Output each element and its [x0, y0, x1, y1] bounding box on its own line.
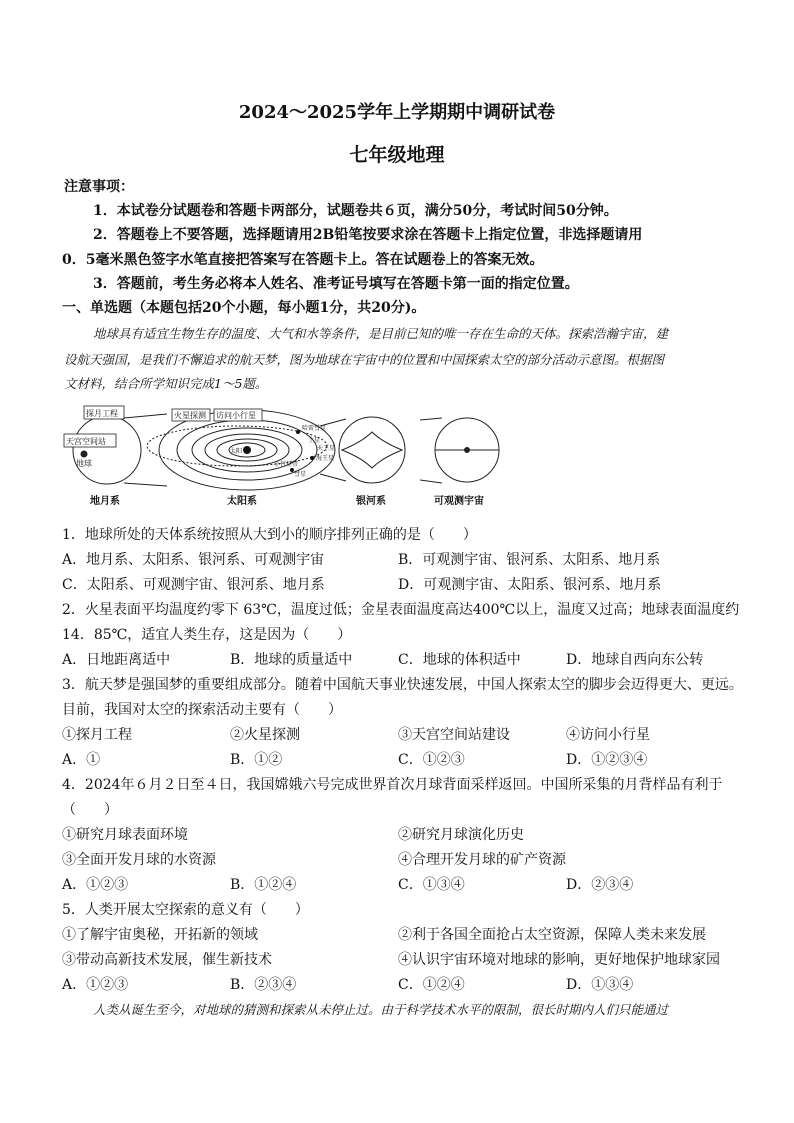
q3-stem-2: 目前，我国对太空的探索活动主要有（ ）: [62, 702, 342, 718]
q4-option-c[interactable]: C．①③④: [398, 877, 465, 893]
q5-item-1: ①了解宇宙奥秘，开拓新的领域: [62, 927, 258, 943]
q2-stem-2: 14．85℃，适宜人类生存，这是因为（ ）: [62, 627, 352, 643]
notice-item-3: 3．答题前，考生务必将本人姓名、准考证号填写在答题卡第一面的指定位置。: [93, 276, 579, 292]
q1-option-b[interactable]: B．可观测宇宙、银河系、太阳系、地月系: [398, 552, 661, 568]
q2-option-a[interactable]: A．日地距离适中: [62, 652, 171, 668]
section-heading: 一、单选题（本题包括20个小题，每小题1分，共20分)。: [62, 300, 426, 316]
q3-option-c[interactable]: C．①②③: [398, 752, 465, 768]
earth-dot: [81, 451, 87, 457]
passage-line-2: 设航天强国，是我们不懈追求的航天梦，图为地球在宇宙中的位置和中国探索太空的部分活动示意图。根据图: [64, 352, 665, 367]
galaxy-circle: [339, 417, 405, 483]
q2-option-b[interactable]: B．地球的质量适中: [230, 652, 353, 668]
q1-option-a[interactable]: A．地月系、太阳系、银河系、可观测宇宙: [62, 552, 325, 568]
q1-stem: 1．地球所处的天体系统按照从大到小的顺序排列正确的是（ ）: [62, 527, 477, 543]
notice-item-2b: 0．5毫米黑色签字水笔直接把答案写在答题卡上。答在试题卷上的答案无效。: [62, 252, 544, 268]
q3-option-b[interactable]: B．①②: [230, 752, 283, 768]
notice-item-1: 1．本试卷分试题卷和答题卡两部分，试题卷共６页，满分50分，考试时间50分钟。: [93, 203, 618, 219]
universe-diagram: [62, 400, 502, 510]
q4-option-d[interactable]: D．②③④: [566, 877, 634, 893]
label-moon-probe: 探月工程: [86, 409, 118, 418]
passage-line-3: 文材料，结合所学知识完成1～5题。: [64, 376, 268, 391]
notice-item-2a: 2．答题卷上不要答题，选择题请用2B铅笔按要求涂在答题卡上指定位置，非选择题请用: [93, 227, 643, 243]
q3-stem-1: 3．航天梦是强国梦的重要组成部分。随着中国航天事业快速发展，中国人探索太空的脚步会迈得更大、更远。: [62, 677, 743, 693]
exam-subtitle: 七年级地理: [349, 144, 445, 166]
label-halley: 哈雷彗星: [302, 425, 327, 432]
q3-option-a[interactable]: A．①: [62, 752, 101, 768]
q1-option-d[interactable]: D．可观测宇宙、太阳系、银河系、地月系: [398, 577, 662, 593]
q4-item-3: ③全面开发月球的水资源: [62, 852, 216, 868]
notice-heading: 注意事项：: [64, 179, 134, 195]
label-saturn: 土星: [308, 437, 321, 444]
q4-stem-1: 4．2024年６月２日至４日，我国嫦娥六号完成世界首次月球背面采样返回。中国所采集的月背样品有利于: [62, 777, 723, 793]
label-mars-probe: 火星探测: [174, 411, 206, 420]
label-comet: 彗星: [294, 471, 307, 478]
caption-solar-system: 太阳系: [227, 496, 257, 507]
q3-option-d[interactable]: D．①②③④: [566, 752, 648, 768]
exam-title: 2024～2025学年上学期期中调研试卷: [238, 102, 556, 123]
q1-option-c[interactable]: C．太阳系、可观测宇宙、银河系、地月系: [62, 577, 325, 593]
q4-item-4: ④合理开发月球的矿产资源: [398, 852, 566, 868]
label-asteroid-visit: 访问小行星: [216, 411, 256, 420]
q5-item-4: ④认识宇宙环境对地球的影响，更好地保护地球家园: [398, 952, 720, 968]
label-asteroid-belt: 小行星带: [274, 461, 299, 468]
q4-option-b[interactable]: B．①②④: [230, 877, 297, 893]
label-sun: 太阳: [230, 448, 243, 455]
caption-earth-moon: 地月系: [90, 496, 120, 507]
q3-item-1: ①探月工程: [62, 727, 132, 743]
caption-milky-way: 银河系: [356, 496, 386, 507]
q2-stem-1: 2．火星表面平均温度约零下 63℃，温度过低；金星表面温度高达400℃以上，温度又过高；地球表面温度约: [62, 602, 740, 618]
q3-item-3: ③天宫空间站建设: [398, 727, 510, 743]
q2-option-c[interactable]: C．地球的体积适中: [398, 652, 521, 668]
caption-universe: 可观测宇宙: [434, 496, 484, 507]
label-space-station: 天宫空间站: [66, 437, 106, 446]
q5-option-a[interactable]: A．①②③: [62, 977, 129, 993]
label-neptune: 海王星: [316, 455, 335, 462]
q4-item-1: ①研究月球表面环境: [62, 827, 188, 843]
q4-option-a[interactable]: A．①②③: [62, 877, 129, 893]
q5-stem: 5．人类开展太空探索的意义有（ ）: [62, 902, 309, 918]
q3-item-4: ④访问小行星: [566, 727, 650, 743]
q5-option-d[interactable]: D．①③④: [566, 977, 634, 993]
passage-2-line-1: 人类从诞生至今，对地球的猜测和探索从未停止过。由于科学技术水平的限制，很长时期内人们只能通过: [93, 1002, 669, 1017]
label-earth: 地球: [76, 459, 92, 468]
passage-line-1: 地球具有适宜生物生存的温度、大气和水等条件，是目前已知的唯一存在生命的天体。探索浩瀚宇宙，建: [93, 326, 669, 341]
earth-moon-circle: [73, 416, 141, 484]
q5-option-b[interactable]: B．②③④: [230, 977, 297, 993]
q5-option-c[interactable]: C．①②④: [398, 977, 465, 993]
q5-item-2: ②利于各国全面抢占太空资源，保障人类未来发展: [398, 927, 706, 943]
label-uranus: 天王星: [317, 445, 336, 452]
q4-stem-2: （ ）: [62, 802, 118, 818]
q3-item-2: ②火星探测: [230, 727, 300, 743]
q2-option-d[interactable]: D．地球自西向东公转: [566, 652, 704, 668]
sun-dot: [243, 446, 251, 454]
q4-item-2: ②研究月球演化历史: [398, 827, 524, 843]
q5-item-3: ③带动高新技术发展，催生新技术: [62, 952, 272, 968]
